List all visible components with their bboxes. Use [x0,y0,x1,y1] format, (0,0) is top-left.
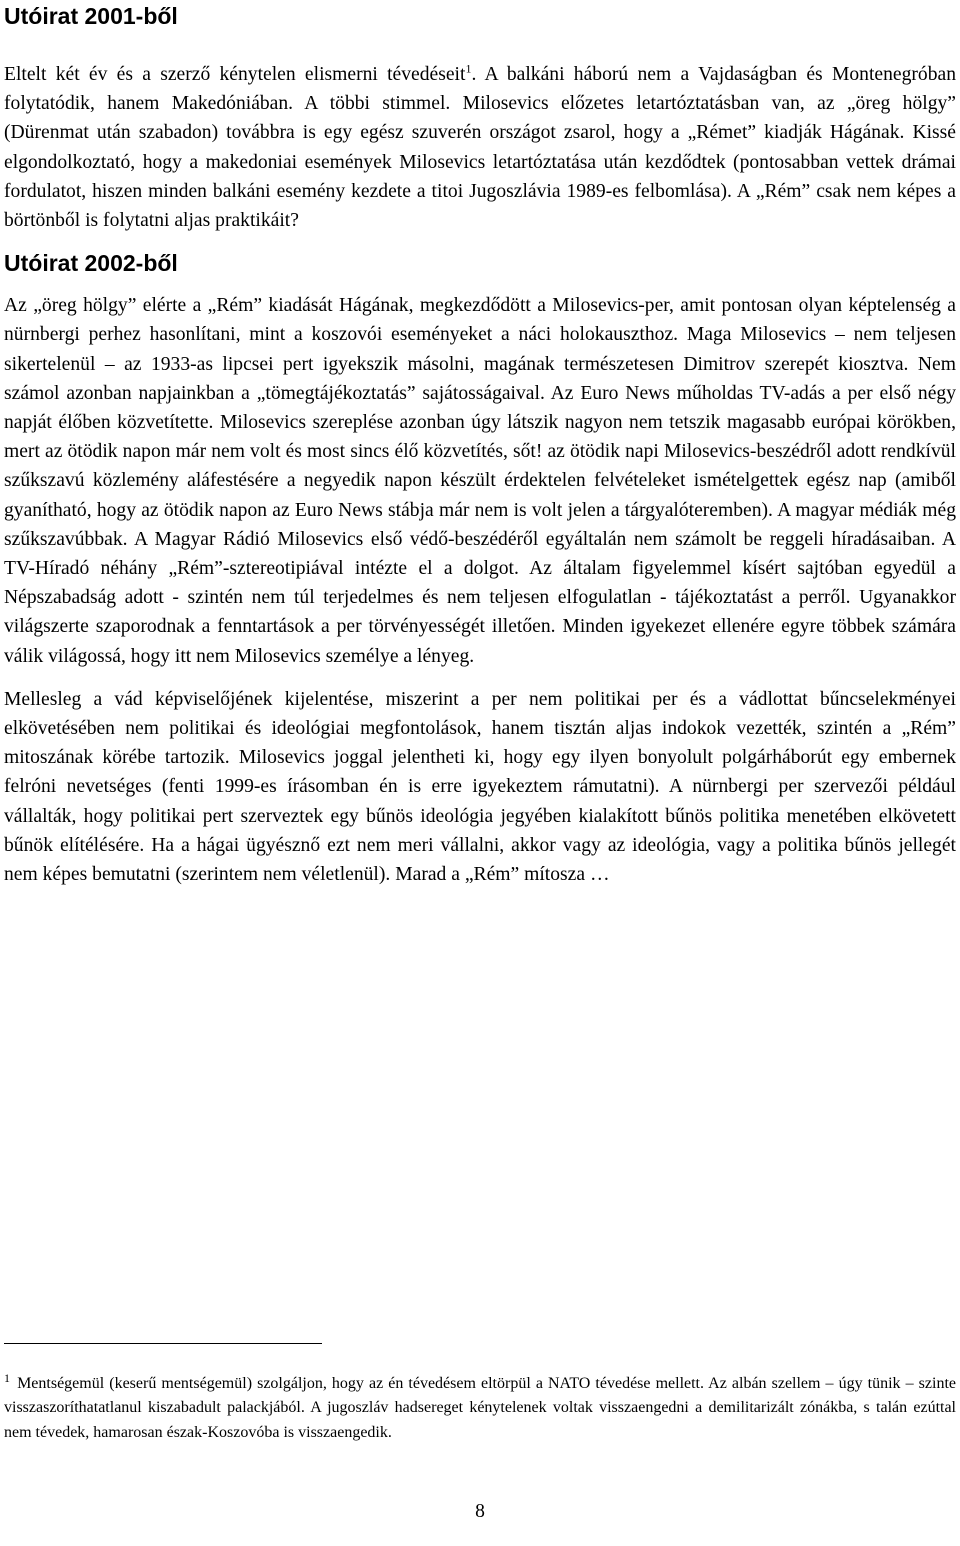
paragraph-2001 [4,60,956,235]
page-number: 8 [475,1501,485,1522]
footnote-text: Mentségemül (keserű mentségemül) szolgáljon, hogy az én tévedésem eltörpül a NATO tévedése mellett. Az albán szellem – úgy tünik – szinte visszaszoríthatatlanul kiszabadult palackjából. A jugoszláv hadsereget kénytelenek voltak visszaengedni a demilitarizált zónákba, s talán ezúttal nem tévedek, hamarosan észak-Koszovóba is visszaengedik. [4,1375,957,1441]
footnote [4,1372,956,1445]
section-heading-2002: Utóirat 2002-ből [4,250,178,277]
document-page [4,0,956,889]
paragraph-2002-second: Mellesleg a vád képviselőjének kijelentése, miszerint a per nem politikai per és a vádlottat bűncselekményei elkövetésében nem politikai és ideológiai megfontolások, hanem tisztán aljas indokok vezették, szintén a „Rém” mitoszának körébe tartozik. Milosevics joggal jelentheti ki, hogy egy ilyen bonyolult polgárháborút egy embernek felróni nevetséges (fenti 1999-es írásomban én is erre igyekeztem rámutatni). A nürnbergi per szervezői például vállalták, hogy politikai pert szerveztek egy bűnös ideológia jegyében kialakított bűnös politika menetében elkövetett bűnök elítélésére. Ha a hágai ügyésznő ezt nem meri vállalni, akkor vagy az ideológia, vagy a politika bűnös jellegét nem képes bemutatni (szerintem nem véletlenül). Marad a „Rém” mítosza … [4,688,956,886]
paragraph-2002-first: Az „öreg hölgy” elérte a „Rém” kiadását Hágának, megkezdődött a Milosevics-per, amit pontosan olyan képtelenség a nürnbergi perhez hasonlítani, mint a koszovói eseményeket a náci holokauszthoz. Maga Milosevics – nem teljesen sikertelenül – az 1933-as lipcsei pert igyekszik másolni, magának természetesen Dimitrov szerepét kiosztva. Nem számol azonban napjainkban a „tömegtájékoztatás” sajátosságaival. Az Euro News műholdas TV-adás a per első négy napját élőben közvetítette. Milosevics szereplése azonban úgy látszik nagyon nem tetszik magasabb európai körökben, mert az ötödik napon már nem volt és most sincs élő közvetítés, sőt! az ötödik napi Milosevics-beszédről adott rendkívül szűkszavú közlemény aláfestésére a negyedik napon készült érdektelen felvételeket ismételgettek egész nap (amiből gyanítható, hogy az ötödik napon az Euro News stábja már nem is volt jelen a tárgyalóteremben). A magyar médiák még szűkszavúbbak. A Magyar Rádió Milosevics első védő-beszédéről egyáltalán nem számolt be reggeli híradásaiban. A TV-Híradó néhány „Rém”-sztereotipiával intézte el a dolgot. Az általam figyelemmel kísért sajtóban egyedül a Népszabadság adott - szintén nem túl terjedelmes és nem teljesen elfogulatlan - tájékoztatást a perről. Ugyanakkor világszerte szaporodnak a fenntartások a per törvényességét illetően. Minden igyekezet ellenére egyre többek számára válik világossá, hogy itt nem Milosevics személye a lényeg. [4,295,956,667]
footnote-marker: 1 [4,1371,10,1385]
footnote-divider [4,1343,322,1344]
section-heading-2001: Utóirat 2001-ből [4,3,178,29]
paragraph-2001-text-end: . A balkáni háború nem a Vajdaságban és Montenegróban folytatódik, hanem Makedóniában. A többi stimmel. Milosevics előzetes letartóztatásban van, az „öreg hölgy” (Dürenmat után szabadon) továbbra is egy egész szuverén országot zsarol, hogy a „Rémet” kiadják Hágának. Kissé elgondolkoztató, hogy a makedoniai események Milosevics letartóztatása után kezdődtek (pontosabban vettek drámai fordulatot, hiszen minden balkáni esemény kezdete a titoi Jugoszlávia 1989-es felbomlása). A „Rém” csak nem képes a börtönből is folytatni aljas praktikáit? [4,64,956,232]
paragraph-2001-text-start: Eltelt két év és a szerző kénytelen elismerni tévedéseit [4,64,466,85]
footnote-reference[interactable]: 1 [465,61,472,76]
